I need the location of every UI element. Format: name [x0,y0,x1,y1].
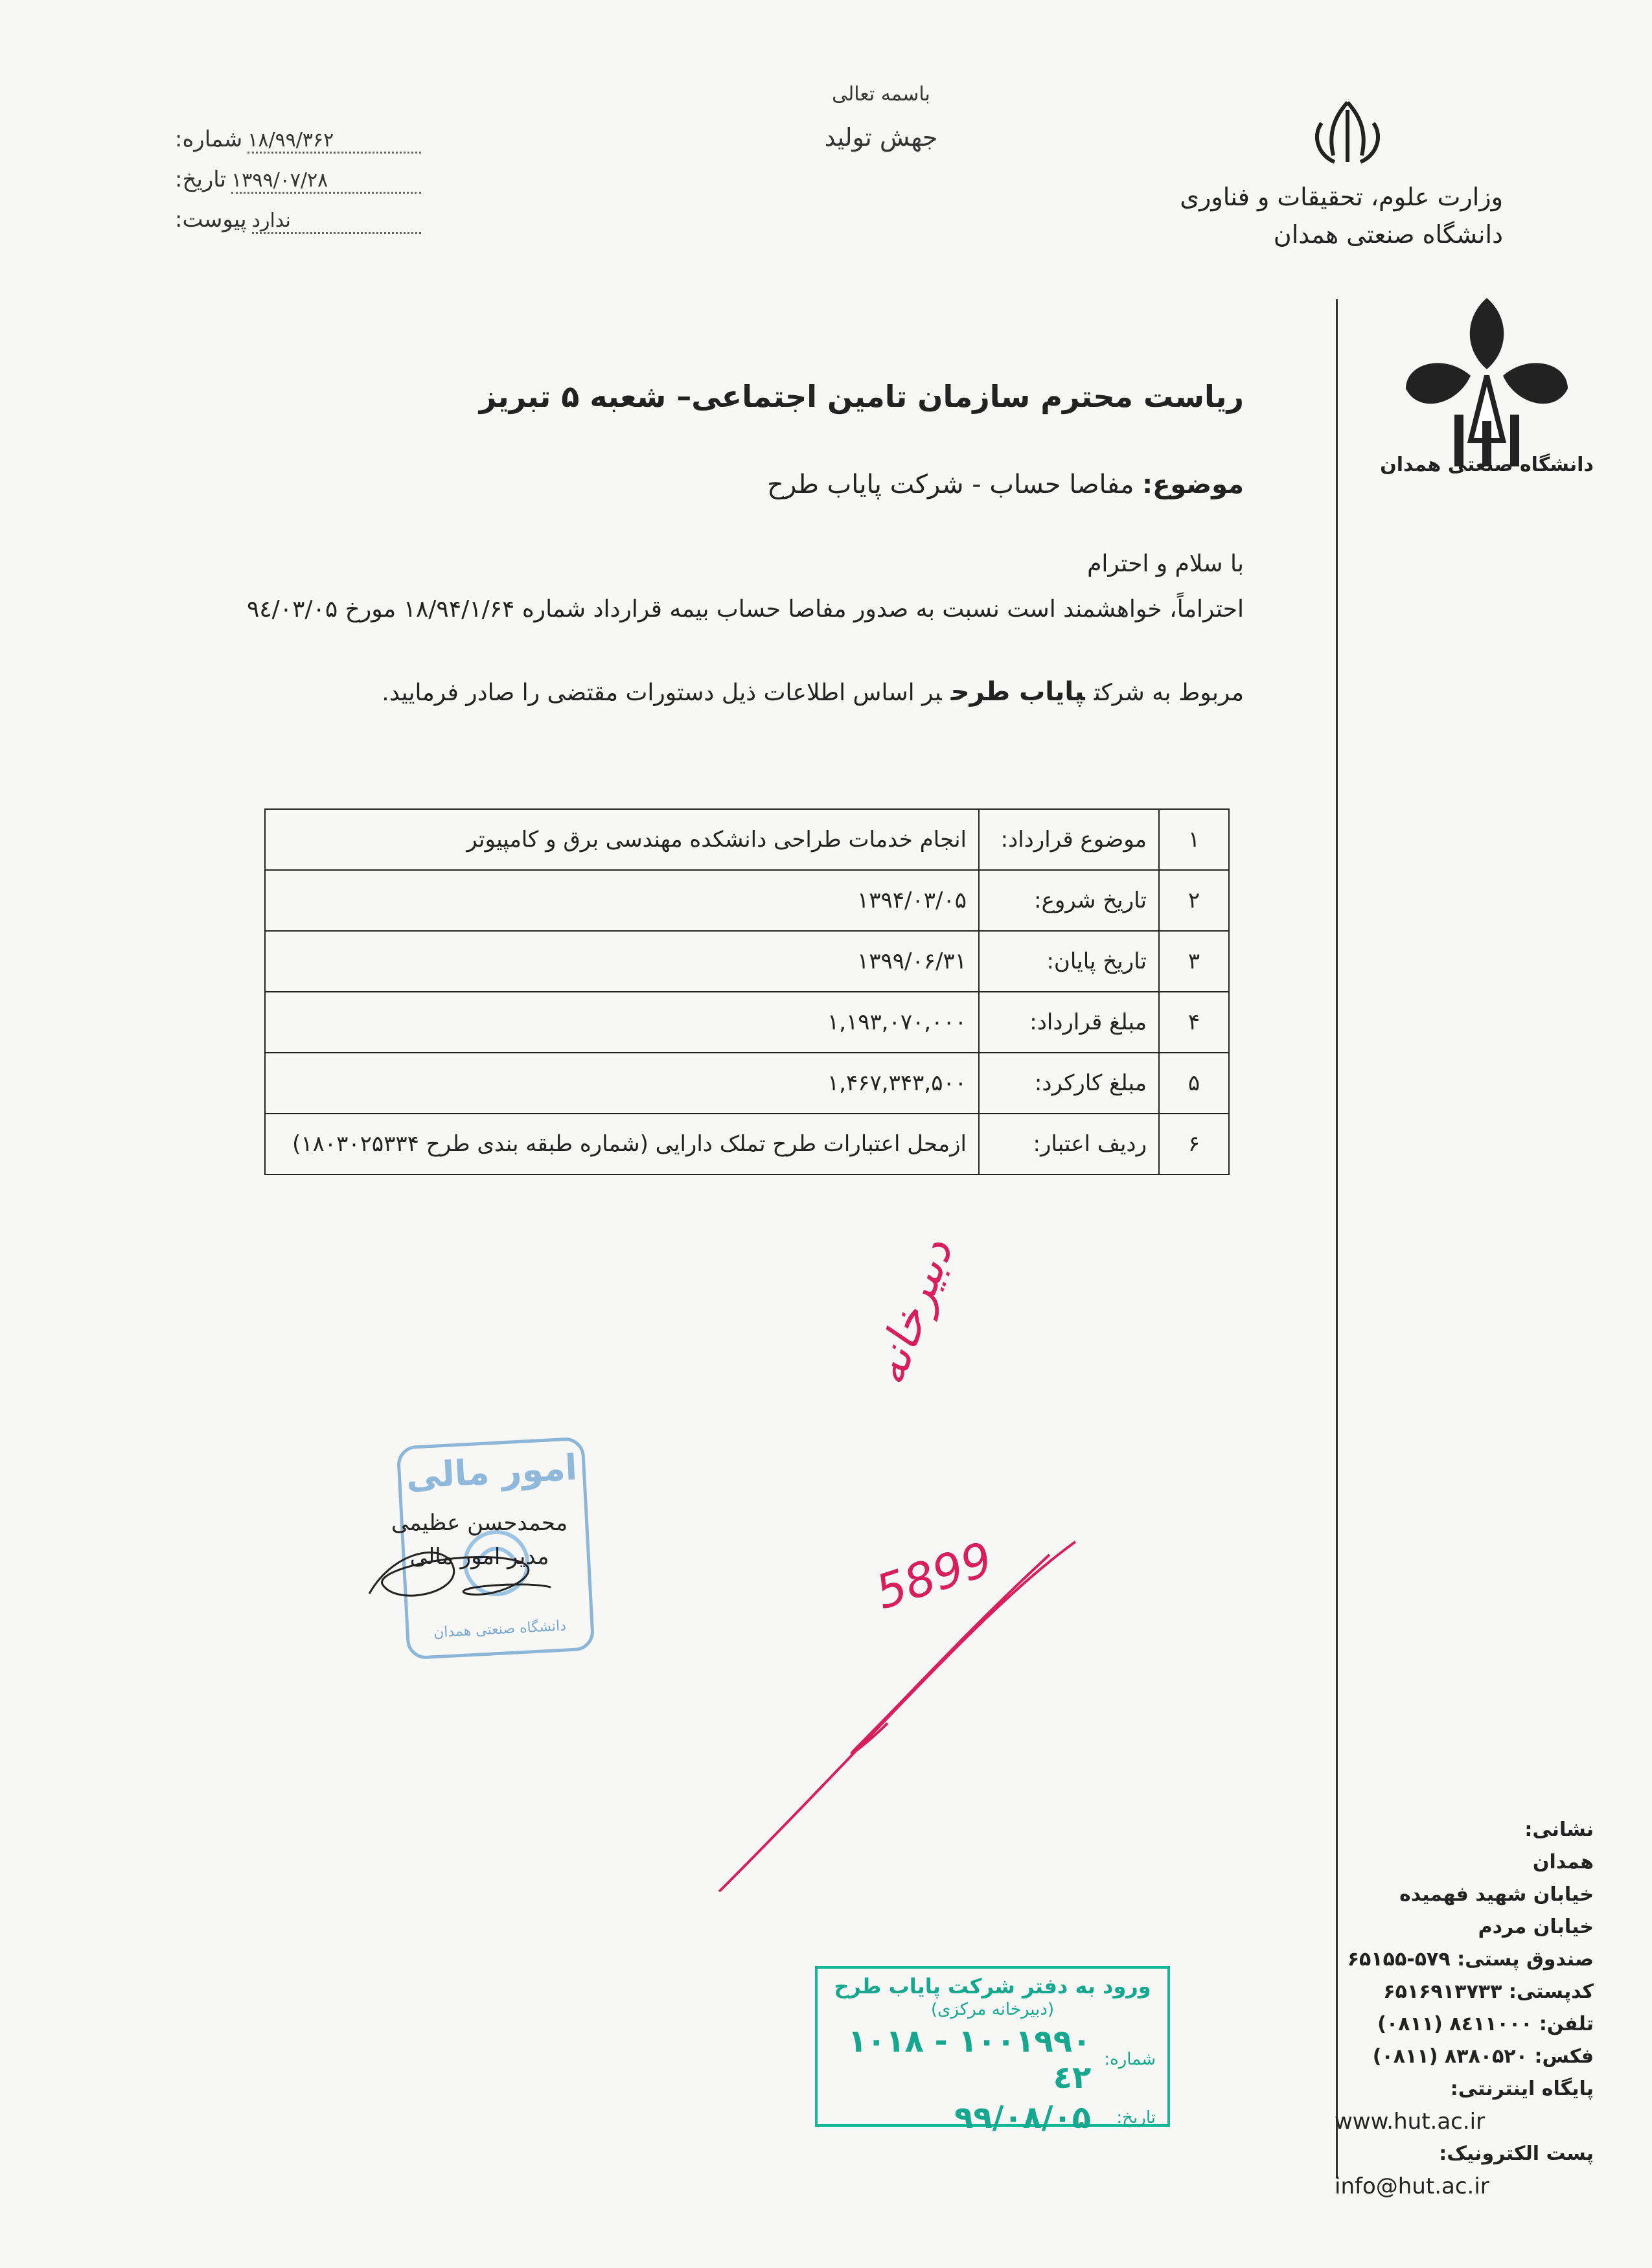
address-phone: تلفن: ۸٤۱۱۰۰۰ (۰۸۱۱) [1377,2013,1594,2035]
address-street-2: خیابان مردم [1478,1916,1594,1938]
number-label: شماره: [175,126,243,152]
row-number: ۴ [1159,992,1229,1053]
row-number: ۶ [1159,1114,1229,1174]
row-label: تاریخ شروع: [979,870,1159,931]
row-label: تاریخ پایان: [979,931,1159,992]
letter-meta [175,126,421,247]
date-label: تاریخ: [175,166,227,192]
address-postcode: کدپستی: ۶۵۱۶۹۱۳۷۳۳ [1383,1980,1594,2003]
finance-stamp-title: امور مالی [405,1447,579,1497]
number-row [175,126,421,166]
table-row [265,1053,1229,1114]
attachment-row [175,207,421,247]
row-value: ۱,۱۹۳,۰۷۰,۰۰۰ [265,992,979,1053]
row-value: ازمحل اعتبارات طرح تملک دارایی (شماره طبقه بندی طرح ۱۸۰۳۰۲۵۳۳۴) [265,1114,979,1174]
receipt-date-row [818,2100,1167,2136]
address-street-1: خیابان شهید فهمیده [1399,1883,1594,1906]
university-name: دانشگاه صنعتی همدان [1273,220,1503,249]
subject-line [767,470,1244,499]
table-row [265,809,1229,870]
receipt-stamp-title: ورود به دفتر شرکت پایاب طرح [834,1974,1151,1999]
greeting: با سلام و احترام [1087,551,1244,577]
row-number: ۲ [1159,870,1229,931]
handwritten-number: 5899 [869,1531,999,1620]
address-pobox: صندوق پستی: ۵۷۹-۶۵۱۵۵ [1347,1948,1594,1971]
date-row [175,166,421,207]
row-value: ۱,۴۶۷,۳۴۳,۵۰۰ [265,1053,979,1114]
subject-value: مفاصا حساب - شرکت پایاب طرح [767,470,1134,499]
row-value: ۱۳۹۹/۰۶/۳۱ [265,931,979,992]
address-block [1335,1814,1594,2203]
signature-scribble-icon [356,1522,564,1620]
body-line-2: احتراماً، خواهشمند است نسبت به صدور مفاصا حساب بیمه قرارداد شماره ۱۸/۹۴/۱/۶۴ مورخ ۹٤/۰۳/۰۵ [246,596,1244,623]
address-label: نشانی: [1524,1818,1594,1841]
finance-stamp-footer: دانشگاه صنعتی همدان [433,1618,567,1642]
table-row [265,992,1229,1053]
address-website-link[interactable]: www.hut.ac.ir [1335,2109,1486,2135]
signer-role: مدیر امور مالی [409,1544,549,1570]
addressee: ریاست محترم سازمان تامین اجتماعی– شعبه ۵ تبریز [479,379,1244,414]
address-web-label: پایگاه اینترنتی: [1450,2078,1594,2100]
address-fax: فکس: ۸۳۸۰۵۲۰ (۰۸۱۱) [1372,2045,1594,2068]
logo-caption: دانشگاه صنعتی همدان [1380,453,1594,476]
company-name: پایاب طرح [950,677,1085,707]
receipt-number-value: ۱۰۰۱۹۹۰ - ۱۰۱۸ ٤۲ [847,2023,1092,2096]
row-label: مبلغ قرارداد: [979,992,1159,1053]
attachment-value: ندارد [252,209,421,234]
date-value: ۱۳۹۹/۰۷/۲۸ [231,169,421,194]
receipt-number-label: شماره: [1104,2050,1156,2069]
number-value: ۱۸/۹۹/۳۶۲ [247,129,421,154]
handwritten-annotation [713,1231,1114,1892]
address-email-label: پست الکترونیک: [1439,2142,1594,2165]
receipt-number-row [818,2023,1167,2096]
ministry-block [1050,178,1503,253]
row-number: ۵ [1159,1053,1229,1114]
handwritten-signature-icon [713,1529,1114,1892]
invocation: باسمه تعالی [832,83,930,106]
table-row [265,870,1229,931]
table-row [265,931,1229,992]
signer-name: محمدحسن عظیمی [391,1510,568,1536]
contract-info-table [264,808,1230,1175]
receipt-date-label: تاریخ: [1116,2108,1156,2127]
receipt-stamp-subtitle: (دبیرخانه مرکزی) [930,2000,1055,2019]
row-number: ۱ [1159,809,1229,870]
subject-label: موضوع: [1142,470,1244,499]
body-line-3-prefix: مربوط به شرکت [1094,680,1244,706]
iran-emblem-icon [1309,97,1386,168]
handwritten-note: دبیرخانه [862,1231,963,1392]
row-number: ۳ [1159,931,1229,992]
ministry-name: وزارت علوم، تحقیقات و فناوری [1180,183,1503,211]
attachment-label: پیوست: [175,207,247,233]
body-line-3-suffix: بر اساس اطلاعات ذیل دستورات مقتضی را صادر فرمایید. [382,680,942,706]
address-email-link[interactable]: info@hut.ac.ir [1335,2173,1489,2199]
row-value: انجام خدمات طراحی دانشکده مهندسی برق و کامپیوتر [265,809,979,870]
receipt-stamp [815,1966,1170,2136]
row-label: موضوع قرارداد: [979,809,1159,870]
receipt-date-value: ۹۹/۰۸/۰۵ [954,2100,1091,2136]
body-line-3 [382,677,1244,707]
row-value: ۱۳۹۴/۰۳/۰۵ [265,870,979,931]
campaign-slogan: جهش تولید [824,123,938,152]
table-row [265,1114,1229,1174]
address-city: همدان [1532,1851,1594,1873]
row-label: ردیف اعتبار: [979,1114,1159,1174]
row-label: مبلغ کارکرد: [979,1053,1159,1114]
